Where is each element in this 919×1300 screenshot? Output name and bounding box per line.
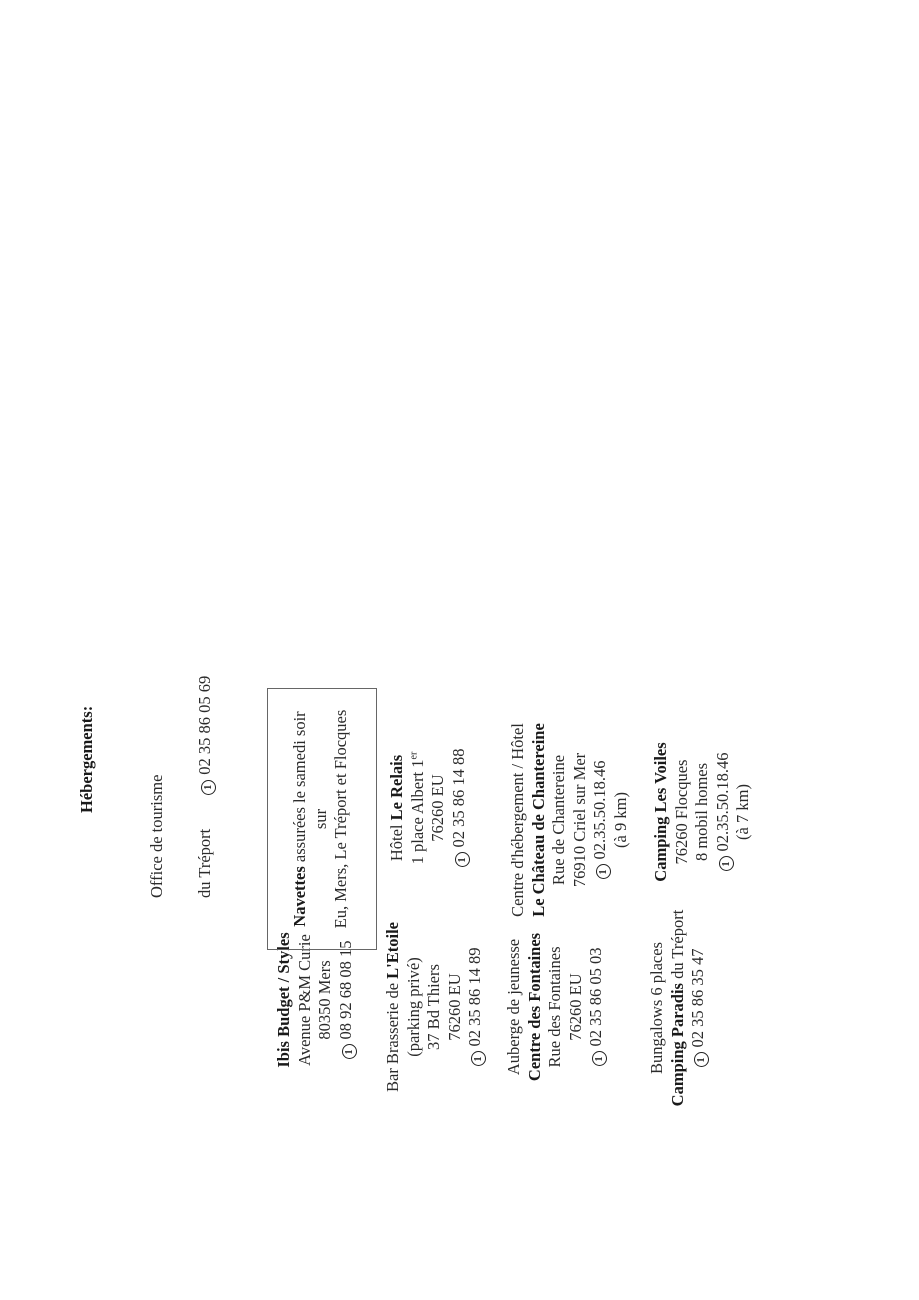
phone-icon: 1 <box>592 1052 607 1067</box>
fontaines-name: Centre des Fontaines <box>524 932 544 1082</box>
chantereine-name: Le Château de Chantereine <box>528 723 548 917</box>
chantereine-phone: 02.35.50.18.46 <box>590 760 609 860</box>
voiles-distance: (à 7 km) <box>733 784 752 840</box>
chantereine-address: Rue de Chantereine <box>549 754 568 886</box>
phone-icon: 1 <box>471 1052 486 1067</box>
voiles-capacity: 8 mobil homes <box>692 762 711 862</box>
chantereine-type: Centre d'hébergement / Hôtel <box>508 723 527 917</box>
phone-icon: 1 <box>596 865 611 880</box>
voiles-city: 76260 Flocques <box>671 759 691 865</box>
relais-address: 1 place Albert 1 <box>407 759 427 865</box>
phone-icon: 1 <box>455 853 470 868</box>
fontaines-entry <box>504 914 607 1100</box>
paradis-bungalows: Bungalows 6 places <box>647 942 666 1074</box>
etoile-address: 37 Bd Thiers <box>424 964 443 1050</box>
relais-city: 76260 EU <box>428 774 447 842</box>
paradis-phone: 02 35 86 35 47 <box>688 948 707 1048</box>
office-tourisme <box>147 676 215 898</box>
chantereine-distance: (à 9 km) <box>610 792 630 848</box>
relais-phone: 02 35 86 14 88 <box>448 748 468 848</box>
phone-icon: 1 <box>342 1045 357 1060</box>
fontaines-phone: 02 35 86 05 03 <box>586 947 605 1047</box>
relais-name: Le Relais <box>387 754 406 821</box>
ibis-address: Avenue P&M Curie <box>294 934 314 1066</box>
ibis-name: Ibis Budget / Styles <box>274 932 293 1068</box>
fontaines-type: Auberge de jeunesse <box>504 938 523 1076</box>
fontaines-address: Rue des Fontaines <box>545 946 564 1068</box>
ibis-city: 80350 Mers <box>315 960 334 1040</box>
navettes-sur: sur <box>310 808 330 830</box>
navettes-title: Navettes <box>290 866 309 927</box>
etoile-city: 76260 EU <box>444 973 464 1041</box>
voiles-name: Camping Les Voiles <box>651 742 670 882</box>
etoile-note: (parking privé) <box>403 957 423 1057</box>
paradis-name: Camping Paradis <box>667 983 687 1107</box>
voiles-phone: 02.35.50.18.46 <box>712 752 732 852</box>
fontaines-city: 76260 EU <box>565 973 585 1041</box>
relais-entry: Hôtel Le Relais 1 place Albert 1er 76260 EU 102 35 86 14 88 <box>387 733 469 883</box>
paradis-entry: Bungalows 6 places Camping Paradis du Tréport 102 35 86 35 47 <box>647 896 709 1120</box>
etoile-entry: Bar Brasserie de L'Etoile (parking privé) 37 Bd Thiers 76260 EU 102 35 86 14 89 <box>383 917 486 1097</box>
voiles-entry <box>651 742 754 882</box>
page-heading: Hébergements: <box>77 705 96 813</box>
phone-icon: 1 <box>719 857 734 872</box>
office-place: du Tréport <box>194 828 214 898</box>
ibis-phone: 08 92 68 08 15 <box>335 940 355 1040</box>
chantereine-entry <box>508 715 631 925</box>
phone-icon: 1 <box>694 1053 709 1068</box>
navettes-box: Navettes assurées le samedi soir sur Eu, Mers, Le Tréport et Flocques <box>267 688 377 950</box>
chantereine-city: 76910 Criel sur Mer <box>569 752 589 888</box>
office-label: Office de tourisme <box>147 774 166 898</box>
phone-icon: 1 <box>201 780 216 795</box>
etoile-name: L'Etoile <box>383 922 402 979</box>
navettes-towns: Eu, Mers, Le Tréport et Flocques <box>331 709 350 929</box>
etoile-phone: 02 35 86 14 89 <box>465 947 484 1047</box>
office-phone: 02 35 86 05 69 <box>194 675 214 775</box>
